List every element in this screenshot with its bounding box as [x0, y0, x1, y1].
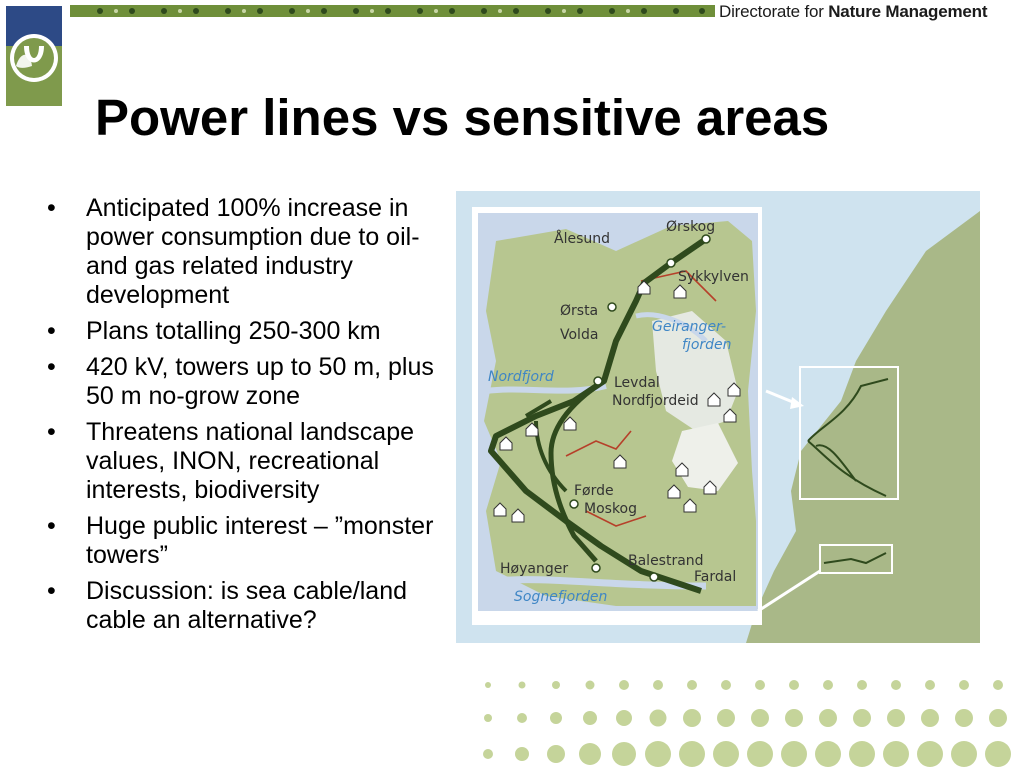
- bullet-item: • Threatens national landscape values, INON, recreational interests, biodiversity: [46, 418, 448, 505]
- place-label: Ørsta: [560, 303, 599, 319]
- place-label: Volda: [560, 327, 599, 343]
- water-label: fjorden: [682, 337, 732, 353]
- brand-prefix: Directorate for: [719, 2, 824, 21]
- slide-title: Power lines vs sensitive areas: [95, 89, 830, 146]
- brand-name: Nature Management: [828, 2, 988, 21]
- water-label: Nordfjord: [488, 369, 554, 385]
- bullet-item: • Huge public interest – ”monster towers”: [46, 512, 448, 570]
- place-label: Ålesund: [554, 231, 611, 247]
- place-label: Balestrand: [628, 553, 704, 569]
- bullet-item: • 420 kV, towers up to 50 m, plus 50 m no-grow zone: [46, 353, 448, 411]
- water-label: Geiranger-: [652, 319, 727, 335]
- bullet-item: • Plans totalling 250-300 km: [46, 317, 448, 346]
- place-label: Moskog: [584, 501, 637, 517]
- place-label: Nordfjordeid: [612, 393, 699, 409]
- place-label: Høyanger: [500, 561, 569, 577]
- organization-name: [719, 2, 987, 22]
- bullet-list: [46, 194, 448, 642]
- bullet-item: • Anticipated 100% increase in power consumption due to oil- and gas related industry development: [46, 194, 448, 310]
- decorative-dots: [472, 672, 1024, 768]
- bullet-item: • Discussion: is sea cable/land cable an alternative?: [46, 577, 448, 635]
- place-label: Førde: [574, 483, 614, 499]
- logo: [6, 6, 62, 106]
- header-dotted-band: [70, 4, 715, 18]
- power-line-map: [456, 191, 980, 643]
- place-label: Ørskog: [666, 219, 716, 235]
- water-label: Sognefjorden: [514, 589, 608, 605]
- place-label: Fardal: [694, 569, 737, 585]
- place-label: Sykkylven: [678, 269, 749, 285]
- place-label: Levdal: [614, 375, 660, 391]
